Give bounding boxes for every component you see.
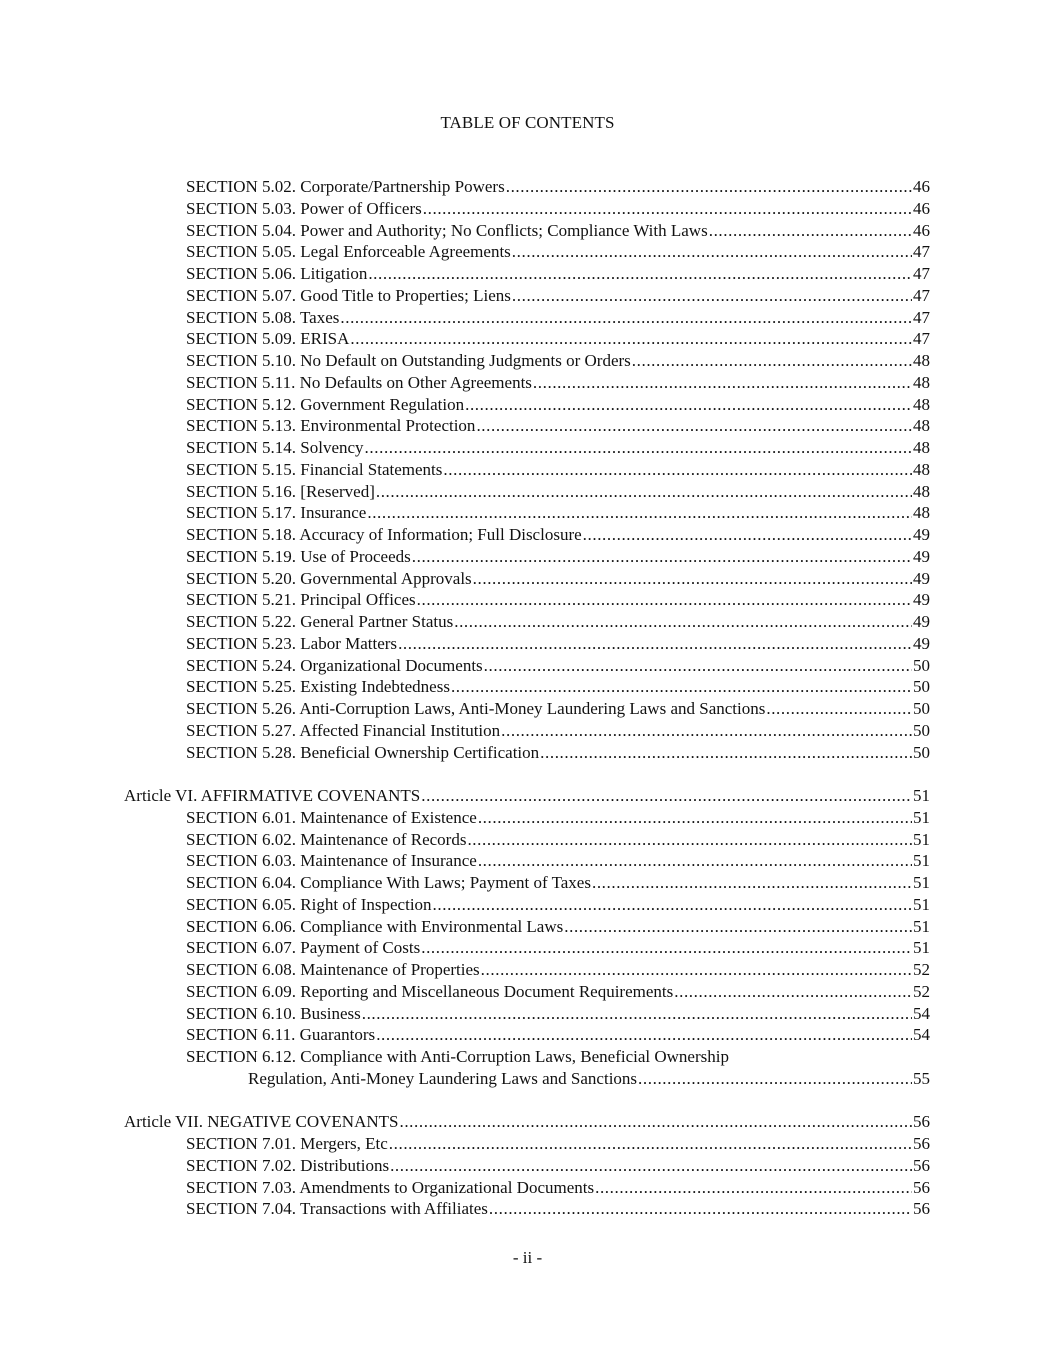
toc-entry-label: Article VI. AFFIRMATIVE COVENANTS [124,786,421,805]
dot-leader [512,285,912,307]
toc-entry-page-number: 46 [913,198,930,218]
toc-entry-label: SECTION 5.20. Governmental Approvals [186,568,472,588]
toc-entry-label: Article VII. NEGATIVE COVENANTS [124,1112,399,1132]
toc-entry-page-number: 56 [913,1177,930,1197]
toc-entry-label: SECTION 5.15. Financial Statements [186,459,443,479]
dot-leader [399,1111,912,1133]
toc-entry-section[interactable] [124,1198,930,1220]
toc-entry-section[interactable] [124,1003,930,1025]
toc-entry-section[interactable] [124,220,930,242]
toc-entry-section[interactable] [124,655,930,677]
dot-leader [595,1177,912,1199]
toc-entry-page-number: 47 [913,329,930,349]
toc-entry-section[interactable] [124,546,930,568]
dot-leader [484,655,912,677]
dot-leader [564,916,912,938]
toc-entry-page-number: 51 [913,807,930,827]
dot-leader [340,307,912,329]
dot-leader [350,328,912,350]
toc-entry-label: SECTION 6.10. Business [186,1003,361,1023]
toc-spacer [124,763,930,785]
toc-entry-label: SECTION 5.07. Good Title to Properties; Liens [186,285,511,305]
toc-entry-section[interactable] [124,263,930,285]
dot-leader [423,198,912,220]
toc-entry-section[interactable] [124,372,930,394]
toc-entry-page-number: 49 [913,590,930,610]
toc-entry-section[interactable] [124,1155,930,1177]
dot-leader [421,785,912,807]
toc-entry-page-number: 50 [913,677,930,697]
dot-leader [376,1024,912,1046]
toc-entry-section[interactable] [124,720,930,742]
toc-entry-label: SECTION 5.14. Solvency [186,438,364,457]
toc-entry-page-number: 52 [913,981,930,1001]
toc-entry-page-number: 48 [913,503,930,523]
dot-leader [478,807,912,829]
toc-entry-section[interactable] [124,1133,930,1155]
dot-leader [540,742,912,764]
toc-entry-article[interactable] [124,785,930,807]
toc-entry-section[interactable] [124,437,930,459]
toc-entry-label: SECTION 5.10. No Default on Outstanding Judgments or Orders [186,351,631,370]
dot-leader [709,220,912,242]
toc-entry-section[interactable] [124,937,930,959]
toc-entry-section[interactable] [124,241,930,263]
toc-entry-section[interactable] [124,872,930,894]
toc-entry-label: SECTION 5.06. Litigation [186,264,368,283]
toc-entry-label: SECTION 5.05. Legal Enforceable Agreements [186,242,511,262]
dot-leader [473,568,912,590]
toc-entry-page-number: 49 [913,546,930,566]
toc-entry-label: SECTION 6.12. Compliance with Anti-Corruption Laws, Beneficial Ownership [186,1047,729,1066]
toc-entry-page-number: 50 [913,720,930,740]
toc-entry-section[interactable] [124,176,930,198]
toc-entry-label: SECTION 6.04. Compliance With Laws; Payment of Taxes [186,873,591,892]
toc-entry-page-number: 54 [913,1003,930,1023]
dot-leader [476,415,912,437]
dot-leader [481,959,912,981]
toc-entry-page-number: 51 [913,851,930,871]
dot-leader [412,546,912,568]
toc-entry-page-number: 48 [913,416,930,436]
toc-entry-label: SECTION 5.13. Environmental Protection [186,416,476,436]
dot-leader [583,524,912,546]
toc-entry-page-number: 48 [913,372,930,392]
toc-entry-page-number: 47 [913,242,930,262]
toc-entry-section[interactable] [124,981,930,1003]
toc-entry-page-number: 56 [913,1134,930,1153]
page-number: - ii - [512,1248,543,1267]
toc-entry-page-number: 49 [913,568,930,588]
dot-leader [433,894,912,916]
table-of-contents [124,176,930,1220]
toc-entry-section[interactable] [124,459,930,481]
dot-leader [451,676,912,698]
toc-entry-page-number: 51 [913,786,930,805]
toc-entry-page-number: 46 [913,220,930,240]
toc-entry-page-number: 47 [913,285,930,305]
toc-entry-page-number: 49 [913,633,930,653]
dot-leader [638,1068,912,1090]
dot-leader [489,1198,912,1220]
dot-leader [506,176,912,198]
toc-entry-page-number: 50 [913,655,930,675]
toc-entry-section[interactable] [124,589,930,611]
toc-entry-page-number: 48 [913,351,930,370]
dot-leader [421,937,912,959]
toc-entry-page-number: 49 [913,525,930,544]
dot-leader [467,829,912,851]
toc-entry-label: SECTION 5.19. Use of Proceeds [186,546,411,566]
dot-leader [592,872,912,894]
dot-leader [478,850,912,872]
toc-entry-label: SECTION 7.01. Mergers, Etc [186,1134,388,1153]
toc-entry-section[interactable] [124,1024,930,1046]
toc-entry-section[interactable] [124,850,930,872]
toc-entry-section[interactable] [124,1046,930,1068]
dot-leader [674,981,912,1003]
toc-entry-label: SECTION 6.07. Payment of Costs [186,938,421,958]
toc-entry-article[interactable] [124,1111,930,1133]
dot-leader [376,481,912,503]
toc-spacer [124,1090,930,1112]
toc-entry-page-number: 56 [913,1112,930,1132]
toc-entry-label: SECTION 5.12. Government Regulation [186,394,465,414]
dot-leader [766,698,912,720]
dot-leader [454,611,912,633]
toc-entry-page-number: 48 [913,481,930,501]
toc-entry-page-number: 46 [913,177,930,196]
toc-entry-label: SECTION 6.06. Compliance with Environmental Laws [186,916,564,936]
toc-entry-label: SECTION 6.05. Right of Inspection [186,894,432,914]
toc-entry-label: SECTION 5.09. ERISA [186,329,350,349]
toc-entry-label: SECTION 7.03. Amendments to Organizational Documents [186,1177,595,1197]
toc-entry-page-number: 51 [913,916,930,936]
toc-entry-label: SECTION 5.21. Principal Offices [186,590,416,610]
toc-entry-section[interactable] [124,807,930,829]
toc-entry-label: Regulation, Anti-Money Laundering Laws and Sanctions [248,1068,638,1088]
toc-entry-label: SECTION 6.11. Guarantors [186,1025,376,1045]
toc-entry-page-number: 48 [913,394,930,414]
toc-entry-page-number: 50 [913,699,930,718]
toc-entry-page-number: 51 [913,873,930,892]
toc-entry-section[interactable] [124,350,930,372]
dot-leader [365,437,912,459]
toc-entry-page-number: 51 [913,894,930,914]
toc-entry-section[interactable] [124,481,930,503]
toc-entry-section[interactable] [124,959,930,981]
toc-entry-label: SECTION 5.24. Organizational Documents [186,655,483,675]
toc-entry-label: SECTION 5.02. Corporate/Partnership Powers [186,177,505,196]
toc-entry-label: SECTION 5.22. General Partner Status [186,612,454,631]
dot-leader [368,263,912,285]
dot-leader [533,372,912,394]
toc-entry-page-number: 48 [913,438,930,457]
toc-entry-section[interactable] [124,894,930,916]
toc-entry-label: SECTION 5.27. Affected Financial Institution [186,720,501,740]
toc-entry-label: SECTION 6.01. Maintenance of Existence [186,807,477,827]
toc-entry-label: SECTION 5.16. [Reserved] [186,481,375,501]
toc-entry-label: SECTION 6.08. Maintenance of Properties [186,960,480,979]
toc-entry-label: SECTION 5.17. Insurance [186,503,367,523]
dot-leader [362,1003,912,1025]
toc-entry-section[interactable] [124,328,930,350]
toc-entry-page-number: 49 [913,612,930,631]
dot-leader [443,459,912,481]
toc-entry-section[interactable] [124,1177,930,1199]
dot-leader [501,720,912,742]
toc-entry-page-number: 56 [913,1155,930,1175]
toc-entry-section[interactable] [124,307,930,329]
toc-entry-label: SECTION 7.02. Distributions [186,1155,390,1175]
toc-entry-page-number: 47 [913,264,930,283]
dot-leader [465,394,912,416]
toc-entry-label: SECTION 5.26. Anti-Corruption Laws, Anti-Money Laundering Laws and Sanctions [186,699,766,718]
toc-entry-label: SECTION 5.03. Power of Officers [186,198,422,218]
page-title: TABLE OF CONTENTS [440,113,615,132]
toc-entry-label: SECTION 5.25. Existing Indebtedness [186,677,450,697]
toc-entry-section[interactable] [124,394,930,416]
dot-leader [398,633,912,655]
toc-entry-page-number: 52 [913,960,930,979]
toc-entry-page-number: 50 [913,742,930,762]
toc-entry-page-number: 48 [913,459,930,479]
dot-leader [389,1133,912,1155]
toc-entry-section[interactable] [124,829,930,851]
toc-entry-section[interactable] [124,916,930,938]
dot-leader [512,241,912,263]
toc-entry-label: SECTION 6.02. Maintenance of Records [186,829,467,849]
toc-entry-section[interactable] [124,502,930,524]
toc-entry-section[interactable] [124,524,930,546]
toc-entry-section[interactable] [124,676,930,698]
toc-entry-label: SECTION 5.28. Beneficial Ownership Certification [186,742,540,762]
dot-leader [417,589,912,611]
toc-entry-page-number: 51 [913,829,930,849]
dot-leader [367,502,912,524]
toc-entry-section[interactable] [124,698,930,720]
toc-entry-page-number: 51 [913,938,930,958]
toc-entry-section[interactable] [124,568,930,590]
toc-entry-section[interactable] [124,633,930,655]
toc-entry-label: SECTION 7.04. Transactions with Affiliates [186,1199,488,1219]
toc-entry-label: SECTION 6.09. Reporting and Miscellaneous Document Requirements [186,981,674,1001]
toc-entry-section[interactable] [124,198,930,220]
toc-entry-section[interactable] [124,742,930,764]
toc-entry-section[interactable] [124,611,930,633]
toc-entry-page-number: 54 [913,1025,930,1045]
toc-entry-continuation[interactable] [124,1068,930,1090]
toc-entry-page-number: 55 [913,1068,930,1088]
toc-entry-label: SECTION 6.03. Maintenance of Insurance [186,851,477,871]
dot-leader [390,1155,912,1177]
toc-entry-section[interactable] [124,285,930,307]
toc-entry-label: SECTION 5.18. Accuracy of Information; Full Disclosure [186,525,582,544]
dot-leader [632,350,912,372]
toc-entry-label: SECTION 5.08. Taxes [186,307,340,327]
toc-entry-label: SECTION 5.04. Power and Authority; No Conflicts; Compliance With Laws [186,220,708,240]
toc-entry-page-number: 56 [913,1199,930,1219]
toc-entry-section[interactable] [124,415,930,437]
toc-entry-label: SECTION 5.11. No Defaults on Other Agreements [186,372,532,392]
toc-entry-label: SECTION 5.23. Labor Matters [186,633,398,653]
toc-entry-page-number: 47 [913,307,930,327]
